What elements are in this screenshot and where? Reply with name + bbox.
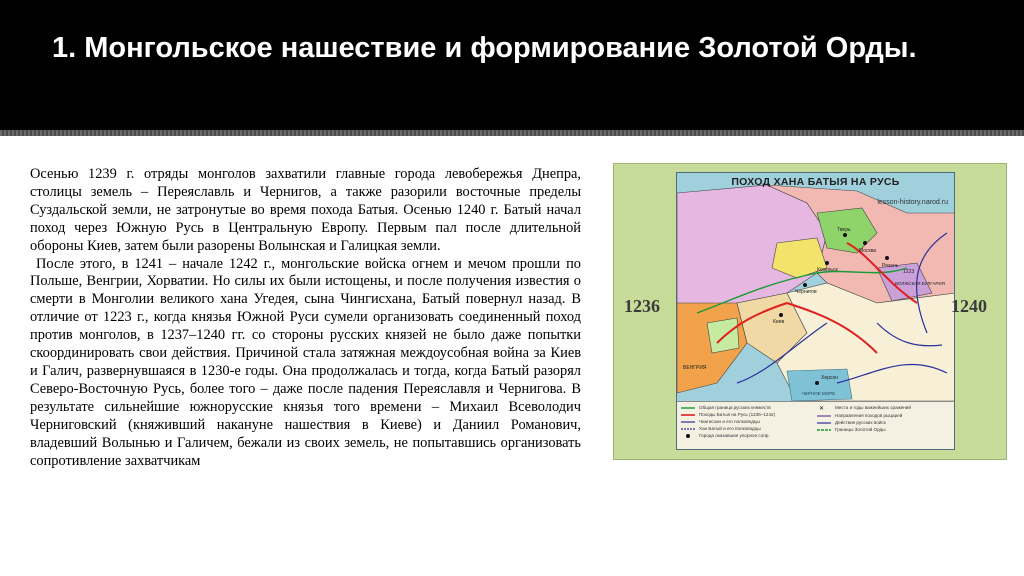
year-label-start: 1236 [624, 296, 660, 316]
legend-item: Границы Золотой Орды [835, 427, 886, 432]
label-black-sea: ЧЕРНОЕ МОРЕ [802, 391, 836, 396]
legend-item: Чингисхан и его полководцы [699, 419, 760, 424]
title-divider [0, 130, 1024, 136]
map-legend [677, 401, 954, 450]
legend-item: Направления походов рыцарей [835, 413, 903, 418]
label-moscow: Москва [859, 248, 877, 254]
slide-title: 1. Монгольское нашествие и формирование Золотой Орды. [52, 32, 917, 64]
map-title: ПОХОД ХАНА БАТЫЯ НА РУСЬ [731, 176, 900, 188]
map-area [676, 172, 955, 450]
paragraph-1: Осенью 1239 г. отряды монголов захватили главные города левобережья Днепра, столицы земель – Переяславль и Чернигов, а также разорили восточные пределы Суздальской земли, не затронутые во время похода Батыя. Осенью 1240 г. Батый начал поход через Южную Русь в Центральную Европу. Первым пал после длительной обороны Киев, затем были разорены Волынская и Галицкая земли. [30, 166, 581, 254]
label-tver: Тверь [837, 227, 851, 233]
label-volga-bulgaria: ВОЛЖСКАЯ БУЛГАРИЯ [895, 281, 945, 286]
label-kozelsk: Козельск [817, 267, 838, 273]
label-kiev: Киев [773, 319, 785, 325]
legend-item: Общая граница русских княжеств [699, 405, 771, 410]
body-text [30, 166, 581, 470]
legend-item: Места и годы важнейших сражений [835, 405, 911, 410]
year-label-end: 1240 [951, 296, 987, 316]
legend-item: Хан Батый и его полководцы [699, 426, 761, 431]
legend-item: Походы Батыя на Русь (1236–1242) [699, 412, 776, 417]
svg-text:✕: ✕ [819, 406, 825, 412]
map-url: lesson-history.narod.ru [877, 199, 948, 206]
map-image [613, 163, 1007, 460]
label-ryazan: Рязань [882, 263, 899, 269]
paragraph-2: После этого, в 1241 – начале 1242 г., монгольские войска огнем и мечом прошли по Польше, Венгрии, Хорватии. Но силы их были истощены, и после получения известия о смерти в Монголии великого хана Угедея, сына Чингисхана, Батый повернул назад. В отличие от 1223 г., когда князья Южной Руси сумели организовать соединенный поход против монголов, в 1237–1240 гг. со стороны русских князей не было даже попытки скоординировать свои действия. Причиной стала затяжная междоусобная война за Киев и Галич, развернувшаяся в 1230-е годы. Она продолжалась и тогда, когда Батый разорял Северо-Восточную Русь, более того – даже после падения Переяславля и Чернигова. В результате сильнейшие южнорусские князья того времени – Михаил Всеволодич Черниговский (княживший накануне нашествия в Киеве) и Даниил Романович, владевший Волынью и Галичем, бежали из своих земель, не попытавшись организовать сопротивление захватчикам [30, 255, 581, 469]
label-1223: 1223 [903, 269, 915, 275]
title-bar [0, 0, 1024, 130]
legend-item: Действия русских войск [835, 420, 886, 425]
label-chernigov: Чернигов [795, 289, 817, 295]
label-hungary: ВЕНГРИЯ [683, 365, 707, 371]
legend-item: Города оказавшие упорное сопр. [699, 433, 770, 438]
label-kherson: Херсон [821, 375, 838, 381]
